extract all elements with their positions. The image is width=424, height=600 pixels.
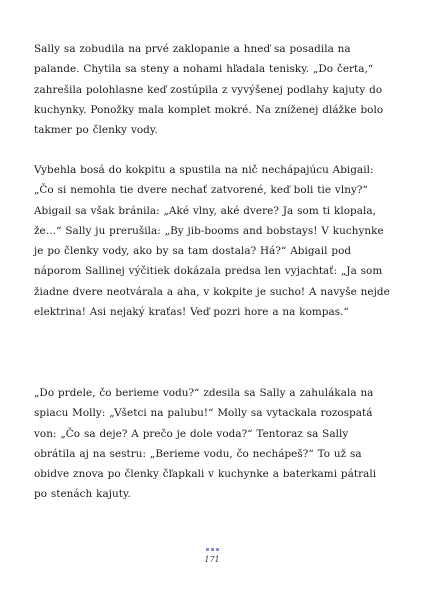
paragraph-1: Sally sa zobudila na prvé zaklopanie a hneď sa posadila na palande. Chytila sa steny a nohami hľadala tenisky. „Do čerta,“ zahrešila polohlasne keď zostúpila z vyvýšenej podlahy kajuty do kuchynky. Ponožky mala komplet mokré. Na zníženej dlážke bolo takmer po členky vody. [34, 43, 384, 137]
paragraph-2: Vybehla bosá do kokpitu a spustila na nič nechápajúcu Abigail: „Čo si nemohla tie dvere nechať zatvorené, keď boli tie vlny?“ Abigail sa však bránila: „Aké vlny, aké dvere? Ja som ti klopala, že…“ Sally ju prerušila: „By jib-booms and bobstays! V kuchynke je po členky vody, ako by sa tam dostala? Há?“ Abigail pod náporom Sallinej výčitiek dokázala predsa len vyjachtať: „Ja som žiadne dvere neotvárala a aha, v kokpite je sucho! A navyše nejde elektrina! Asi nejaký kraťas! Veď pozri hore a na kompas.“ [34, 164, 390, 319]
page-number: 171 [204, 555, 220, 564]
page-footer [0, 548, 424, 565]
footer-ornament-icon [0, 548, 424, 554]
paragraph-3: „Do prdele, čo berieme vodu?“ zdesila sa Sally a zahulákala na spiacu Molly: „Všetci na palubu!“ Molly sa vytackala rozospatá von: „Čo sa deje? A prečo je dole voda?“ Tentoraz sa Sally obrátila aj na sestru: „Berieme vodu, čo nechápeš?“ To už sa obidve znova po členky čľapkali v kuchynke a baterkami pátrali po stenách kajuty. [34, 387, 377, 501]
